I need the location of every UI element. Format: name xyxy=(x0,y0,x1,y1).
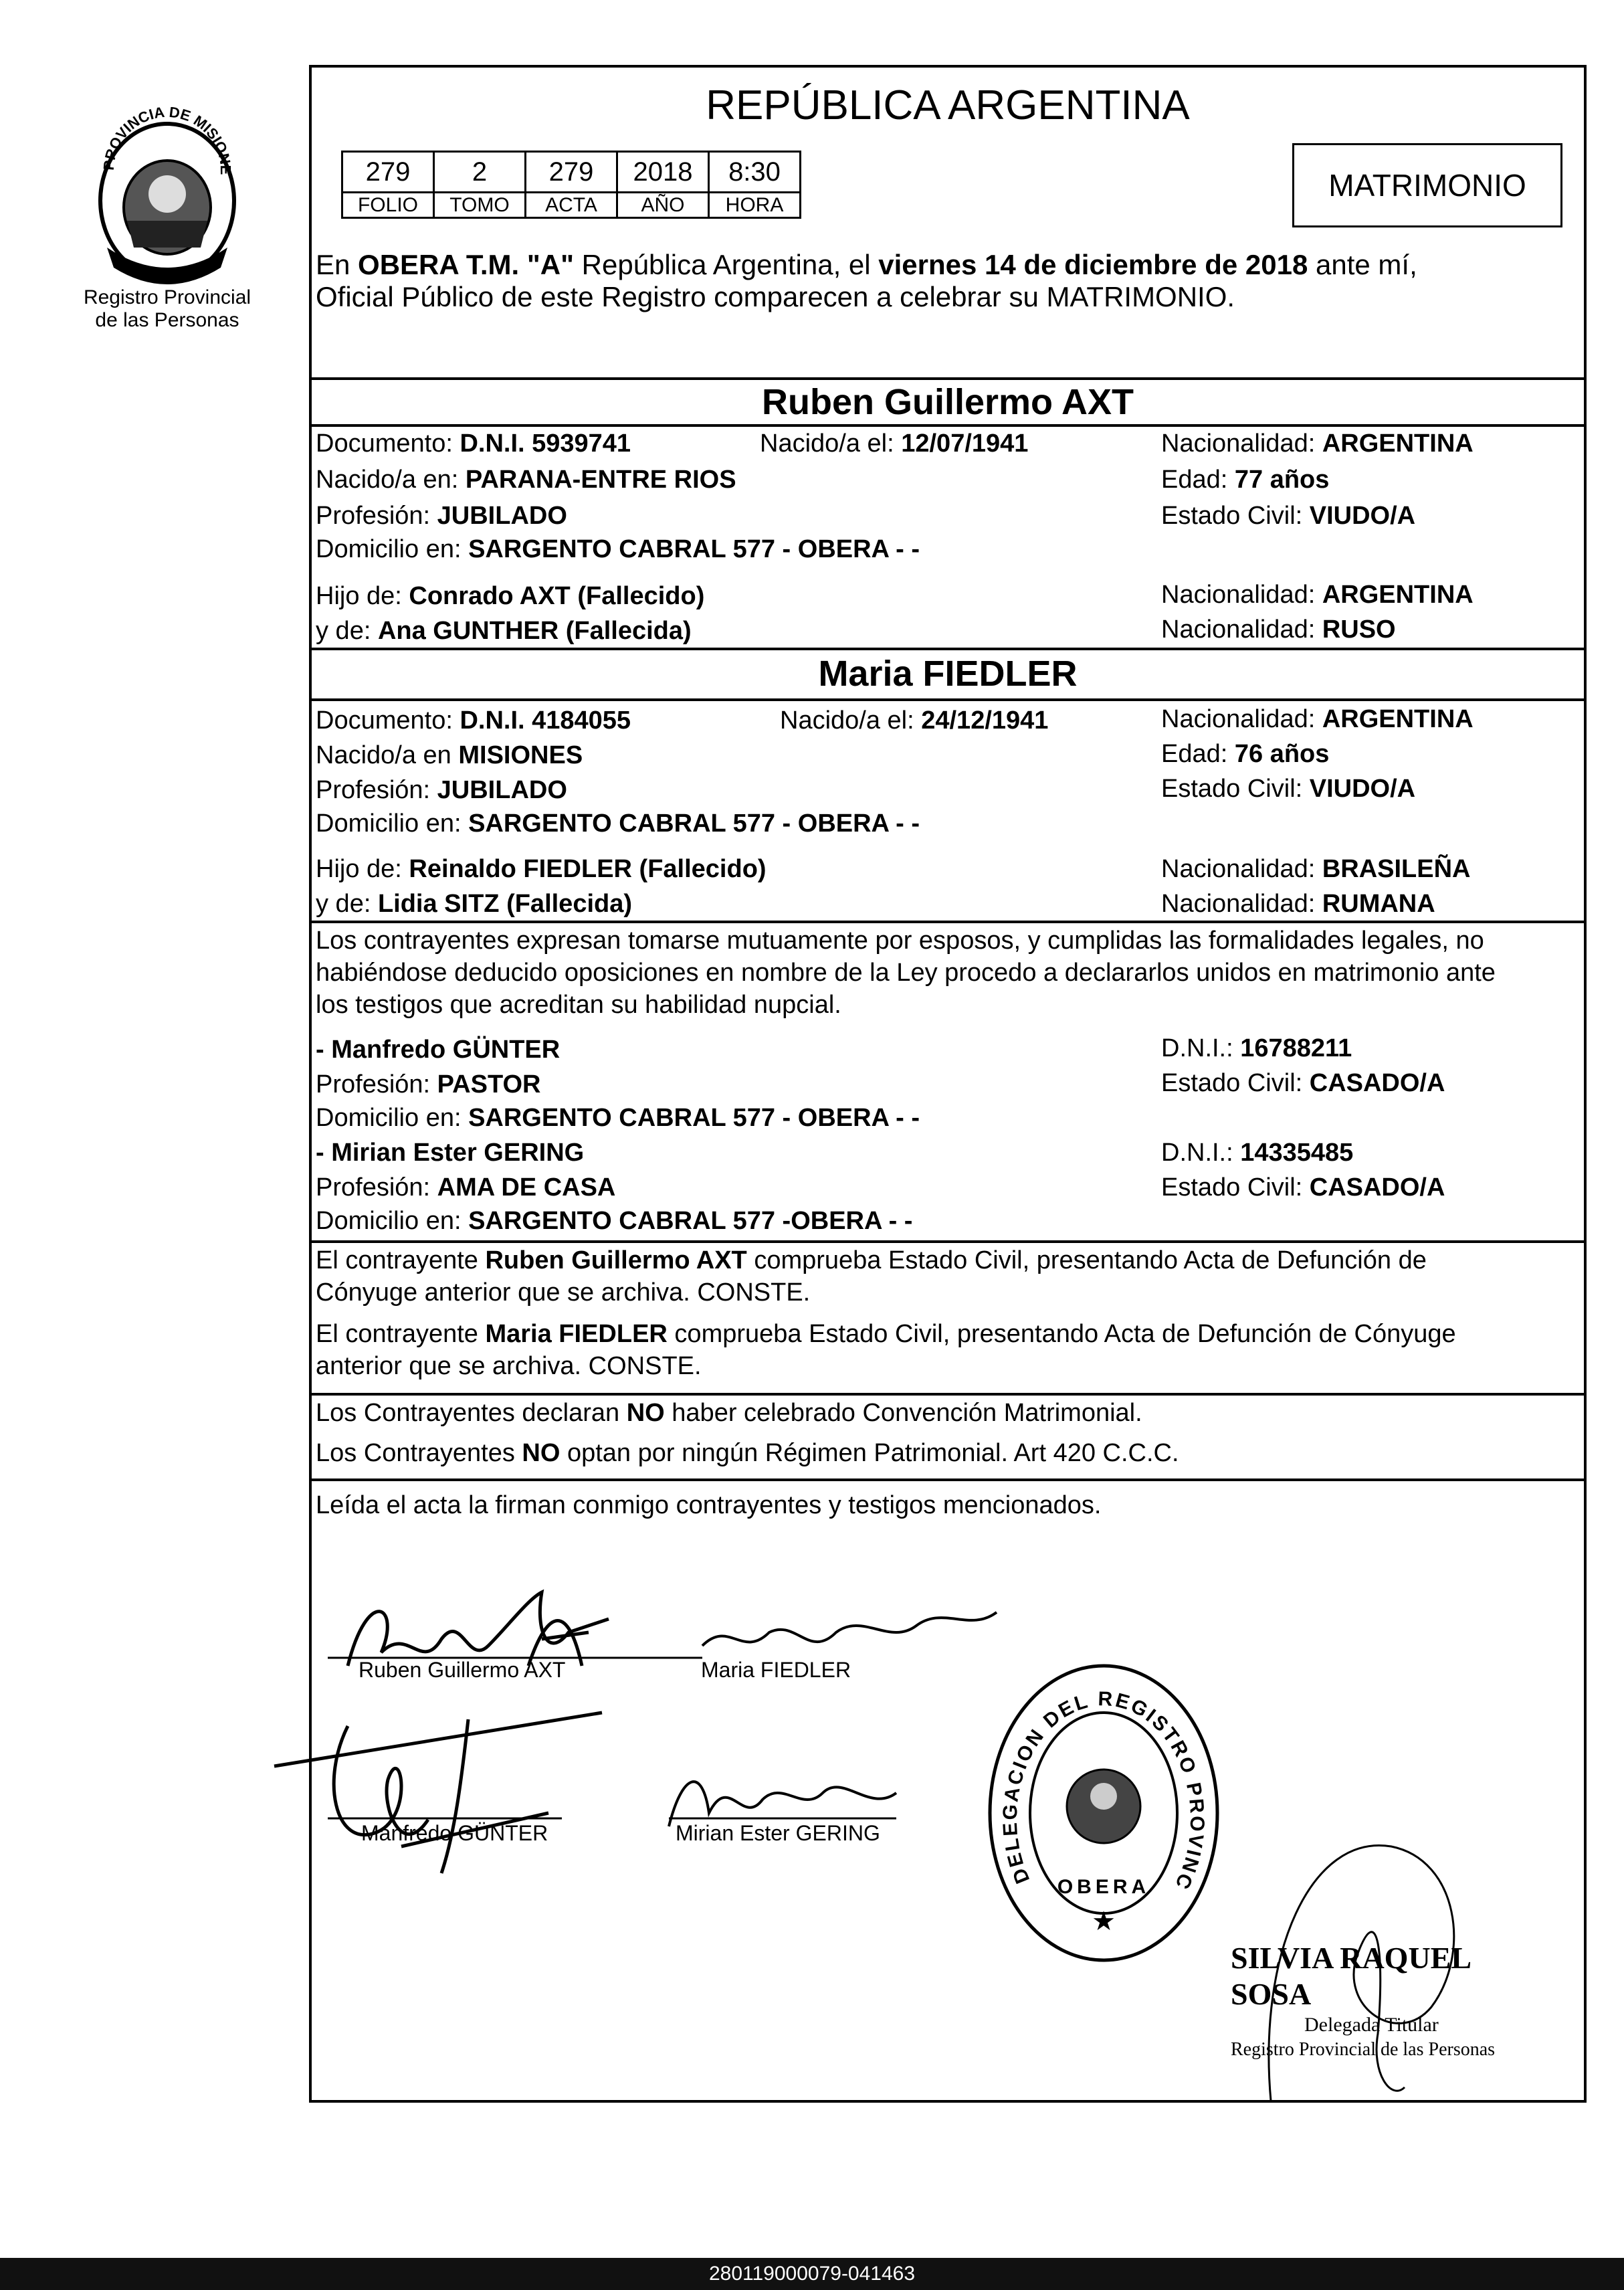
official-name: SILVIA RAQUEL SOSA xyxy=(1231,1941,1470,2011)
svg-text:PROVINCIA DE MISIONES: PROVINCIA DE MISIONE xyxy=(100,107,235,175)
divider xyxy=(309,1240,1587,1243)
groom-nationality: Nacionalidad: ARGENTINA xyxy=(1161,430,1474,458)
divider xyxy=(309,424,1587,427)
box-anio: 2018 AÑO xyxy=(616,151,708,219)
sig-label-witness-2: Mirian Ester GERING xyxy=(676,1821,880,1845)
doc-type-box: MATRIMONIO xyxy=(1292,143,1562,227)
bride-father: Hijo de: Reinaldo FIEDLER (Fallecido) xyxy=(316,855,767,883)
witness-2-dni: D.N.I.: 14335485 xyxy=(1161,1139,1354,1167)
divider xyxy=(309,921,1587,923)
witness-2-name: - Mirian Ester GERING xyxy=(316,1139,585,1167)
groom-proof-line-2: Cónyuge anterior que se archiva. CONSTE. xyxy=(316,1278,811,1307)
groom-document: Documento: D.N.I. 5939741 xyxy=(316,430,631,458)
bride-name: Maria FIEDLER xyxy=(818,654,1078,694)
bride-proof-line-1: El contrayente Maria FIEDLER comprueba Estado Civil, presentando Acta de Defunción de Cónyuge xyxy=(316,1320,1456,1348)
witness-1-address: Domicilio en: SARGENTO CABRAL 577 - OBERA - - xyxy=(316,1104,920,1132)
box-tomo: 2 TOMO xyxy=(433,151,524,219)
box-hora: 8:30 HORA xyxy=(708,151,799,219)
official-stamp xyxy=(1231,1940,1538,2062)
groom-mother: y de: Ana GUNTHER (Fallecida) xyxy=(316,617,692,645)
bride-mother-nationality: Nacionalidad: RUMANA xyxy=(1161,890,1435,918)
groom-birthplace: Nacido/a en: PARANA-ENTRE RIOS xyxy=(316,466,736,494)
intro-line-2: Oficial Público de este Registro comparecen a celebrar su MATRIMONIO. xyxy=(316,281,1235,312)
bride-document: Documento: D.N.I. 4184055 xyxy=(316,706,631,735)
province-logo xyxy=(87,107,247,288)
regime-line-2: Los Contrayentes NO optan por ningún Régimen Patrimonial. Art 420 C.C.C. xyxy=(316,1439,1179,1467)
witness-1-civil-status: Estado Civil: CASADO/A xyxy=(1161,1069,1445,1097)
bride-mother: y de: Lidia SITZ (Fallecida) xyxy=(316,890,633,918)
seal-stamp-icon xyxy=(983,1659,1224,1967)
divider xyxy=(309,1393,1587,1396)
witness-1-name: - Manfredo GÜNTER xyxy=(316,1036,561,1064)
record-boxes xyxy=(341,151,799,219)
groom-father: Hijo de: Conrado AXT (Fallecido) xyxy=(316,582,705,610)
bride-birthdate: Nacido/a el: 24/12/1941 xyxy=(780,706,1049,735)
bride-profession: Profesión: JUBILADO xyxy=(316,776,567,804)
groom-mother-nationality: Nacionalidad: RUSO xyxy=(1161,615,1396,644)
groom-birthdate: Nacido/a el: 12/07/1941 xyxy=(760,430,1029,458)
box-folio: 279 FOLIO xyxy=(341,151,433,219)
declaration-line-1: Los contrayentes expresan tomarse mutuamente por esposos, y cumplidas las formalidades legales, no xyxy=(316,927,1484,955)
witness-2-civil-status: Estado Civil: CASADO/A xyxy=(1161,1173,1445,1202)
groom-civil-status: Estado Civil: VIUDO/A xyxy=(1161,502,1416,530)
witness-1-dni: D.N.I.: 16788211 xyxy=(1161,1034,1352,1062)
witness-2-address: Domicilio en: SARGENTO CABRAL 577 -OBERA - - xyxy=(316,1207,913,1235)
divider xyxy=(309,648,1587,650)
declaration-line-2: habiéndose deducido oposiciones en nombre de la Ley procedo a declararlos unidos en matrimonio ante xyxy=(316,959,1496,987)
groom-proof-line-1: El contrayente Ruben Guillermo AXT comprueba Estado Civil, presentando Acta de Defunción de xyxy=(316,1246,1427,1274)
witness-1-profession: Profesión: PASTOR xyxy=(316,1070,541,1099)
logo-caption: Registro Provincial de las Personas xyxy=(83,286,251,331)
regime-line-1: Los Contrayentes declaran NO haber celebrado Convención Matrimonial. xyxy=(316,1399,1142,1427)
groom-profession: Profesión: JUBILADO xyxy=(316,502,567,530)
sig-label-groom: Ruben Guillermo AXT xyxy=(359,1658,566,1682)
sig-label-bride: Maria FIEDLER xyxy=(701,1658,851,1682)
registry-seal xyxy=(983,1659,1224,1967)
official-title: Delegada Titular xyxy=(1304,2014,1439,2036)
svg-text:OBERA: OBERA xyxy=(1057,1876,1150,1898)
box-acta: 279 ACTA xyxy=(524,151,616,219)
bride-civil-status: Estado Civil: VIUDO/A xyxy=(1161,775,1416,803)
bride-address: Domicilio en: SARGENTO CABRAL 577 - OBERA - - xyxy=(316,809,920,838)
bride-proof-line-2: anterior que se archiva. CONSTE. xyxy=(316,1352,702,1380)
svg-text:★: ★ xyxy=(1092,1906,1116,1937)
official-org: Registro Provincial de las Personas xyxy=(1231,2039,1496,2060)
svg-text:DELEGACION DEL REGISTRO PROVIN: DELEGACION DEL REGISTRO PROVINC xyxy=(999,1688,1209,1895)
bride-father-nationality: Nacionalidad: BRASILEÑA xyxy=(1161,855,1471,883)
country-title: REPÚBLICA ARGENTINA xyxy=(706,82,1190,128)
intro-line-1: En OBERA T.M. "A" República Argentina, el viernes 14 de diciembre de 2018 ante mí, xyxy=(316,249,1417,280)
footer-code: 280119000079-041463 xyxy=(0,2258,1624,2290)
divider xyxy=(309,698,1587,701)
bride-age: Edad: 76 años xyxy=(1161,740,1330,768)
declaration-line-3: los testigos que acreditan su habilidad nupcial. xyxy=(316,991,841,1019)
groom-name: Ruben Guillermo AXT xyxy=(761,382,1134,422)
groom-age: Edad: 77 años xyxy=(1161,466,1330,494)
misiones-shield-icon xyxy=(87,107,247,288)
bride-birthplace: Nacido/a en MISIONES xyxy=(316,741,583,769)
witness-2-profession: Profesión: AMA DE CASA xyxy=(316,1173,616,1202)
groom-address: Domicilio en: SARGENTO CABRAL 577 - OBERA - - xyxy=(316,535,920,563)
bride-nationality: Nacionalidad: ARGENTINA xyxy=(1161,705,1474,733)
signature-strokes-bottom xyxy=(268,1699,950,1887)
sig-label-witness-1: Manfredo GÜNTER xyxy=(361,1821,548,1845)
divider xyxy=(309,1478,1587,1481)
closing-line: Leída el acta la firman conmigo contrayentes y testigos mencionados. xyxy=(316,1491,1102,1519)
groom-father-nationality: Nacionalidad: ARGENTINA xyxy=(1161,581,1474,609)
